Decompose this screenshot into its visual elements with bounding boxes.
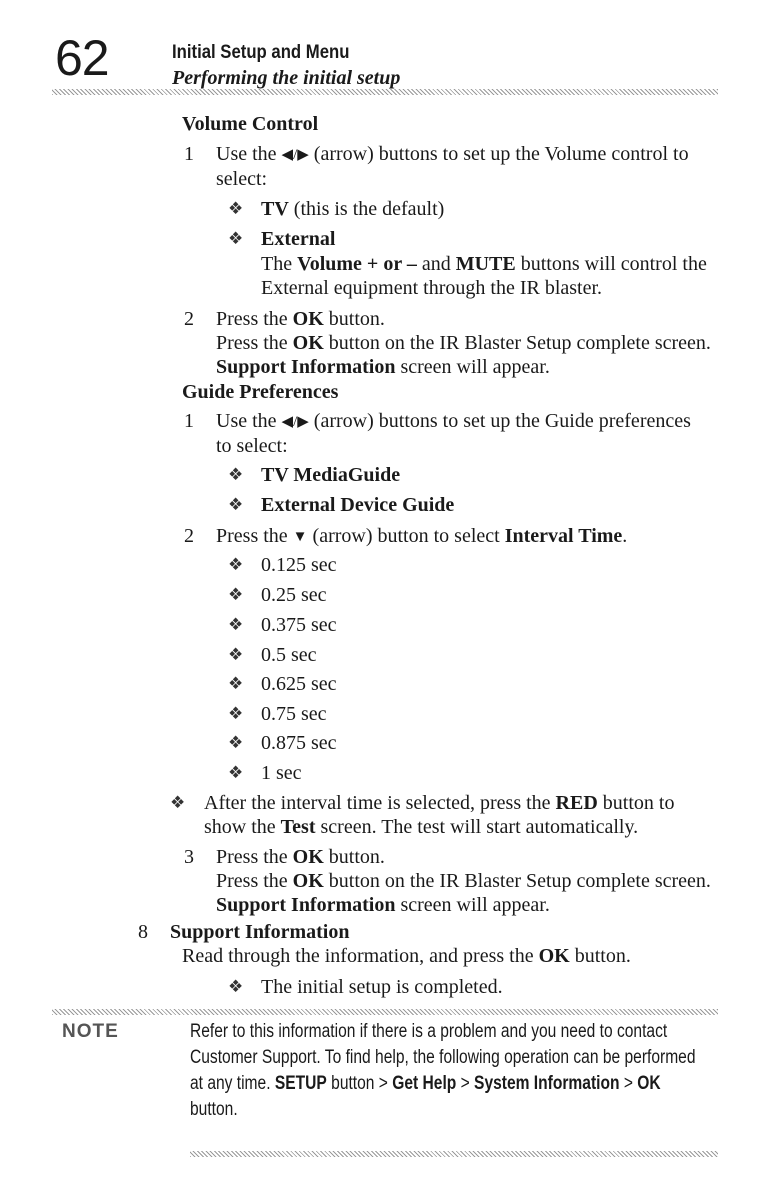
bullet-icon: ❖: [170, 793, 186, 812]
volume-step1-line2: select:: [216, 168, 268, 190]
volume-step2-line1: Press the OK button.: [216, 308, 385, 330]
bullet-icon: ❖: [228, 465, 244, 484]
note-line4: button.: [190, 1099, 238, 1120]
bullet-icon: ❖: [228, 977, 244, 996]
step-number: 3: [184, 846, 194, 868]
down-arrow-icon: ▼: [292, 529, 308, 545]
section-title: Performing the initial setup: [172, 67, 401, 89]
page-number: 62: [55, 30, 109, 86]
volume-option-external: External: [261, 228, 336, 250]
guide-step1-line1: Use the ◀/▶ (arrow) buttons to set up the Guide preferences: [216, 410, 691, 432]
note-rule-bottom: [190, 1151, 718, 1157]
bullet-icon: ❖: [228, 615, 244, 634]
interval-option: 0.5 sec: [261, 644, 317, 666]
note-rule-top: [52, 1009, 718, 1015]
bullet-icon: ❖: [228, 645, 244, 664]
support-information-text: Read through the information, and press the OK button.: [182, 945, 631, 967]
volume-step2-line2: Press the OK button on the IR Blaster Setup complete screen.: [216, 332, 711, 354]
guide-option: External Device Guide: [261, 494, 455, 516]
interval-option: 0.25 sec: [261, 584, 327, 606]
volume-option-tv: TV (this is the default): [261, 198, 445, 220]
guide-step3-line2: Press the OK button on the IR Blaster Setup complete screen.: [216, 870, 711, 892]
step-number: 1: [184, 410, 194, 432]
header-rule: [52, 89, 718, 95]
interval-option: 0.625 sec: [261, 673, 337, 695]
step-number: 8: [138, 921, 148, 943]
note-line3: at any time. SETUP button > Get Help > System Information > OK: [190, 1073, 661, 1094]
volume-step1-line1: Use the ◀/▶ (arrow) buttons to set up the Volume control to: [216, 143, 689, 165]
bullet-icon: ❖: [228, 674, 244, 693]
guide-step1-line2: to select:: [216, 435, 288, 457]
chapter-title: Initial Setup and Menu: [172, 42, 350, 63]
note-line2: Customer Support. To find help, the following operation can be performed: [190, 1047, 696, 1068]
step-number: 1: [184, 143, 194, 165]
bullet-icon: ❖: [228, 733, 244, 752]
interval-option: 0.125 sec: [261, 554, 337, 576]
step-number: 2: [184, 525, 194, 547]
note-label: NOTE: [62, 1021, 119, 1042]
guide-option: TV MediaGuide: [261, 464, 401, 486]
interval-option: 0.875 sec: [261, 732, 337, 754]
support-information-heading: Support Information: [170, 921, 350, 943]
guide-preferences-heading: Guide Preferences: [182, 381, 339, 403]
setup-complete-text: The initial setup is completed.: [261, 976, 503, 998]
external-description-line2: External equipment through the IR blaster.: [261, 277, 603, 299]
guide-step2-line: Press the ▼ (arrow) button to select Interval Time.: [216, 525, 628, 547]
bullet-icon: ❖: [228, 585, 244, 604]
interval-option: 0.375 sec: [261, 614, 337, 636]
bullet-icon: ❖: [228, 704, 244, 723]
bullet-icon: ❖: [228, 199, 244, 218]
volume-control-heading: Volume Control: [182, 113, 319, 135]
interval-option: 0.75 sec: [261, 703, 327, 725]
volume-step2-line3: Support Information screen will appear.: [216, 356, 550, 378]
external-description-line1: The Volume + or – and MUTE buttons will control the: [261, 253, 707, 275]
note-line1: Refer to this information if there is a problem and you need to contact: [190, 1021, 668, 1042]
after-interval-line2: show the Test screen. The test will start automatically.: [204, 816, 639, 838]
interval-option: 1 sec: [261, 762, 302, 784]
bullet-icon: ❖: [228, 229, 244, 248]
left-right-arrow-icon: ◀/▶: [281, 414, 309, 430]
guide-step3-line3: Support Information screen will appear.: [216, 894, 550, 916]
bullet-icon: ❖: [228, 555, 244, 574]
bullet-icon: ❖: [228, 495, 244, 514]
after-interval-line1: After the interval time is selected, press the RED button to: [204, 792, 675, 814]
step-number: 2: [184, 308, 194, 330]
left-right-arrow-icon: ◀/▶: [281, 147, 309, 163]
bullet-icon: ❖: [228, 763, 244, 782]
guide-step3-line1: Press the OK button.: [216, 846, 385, 868]
